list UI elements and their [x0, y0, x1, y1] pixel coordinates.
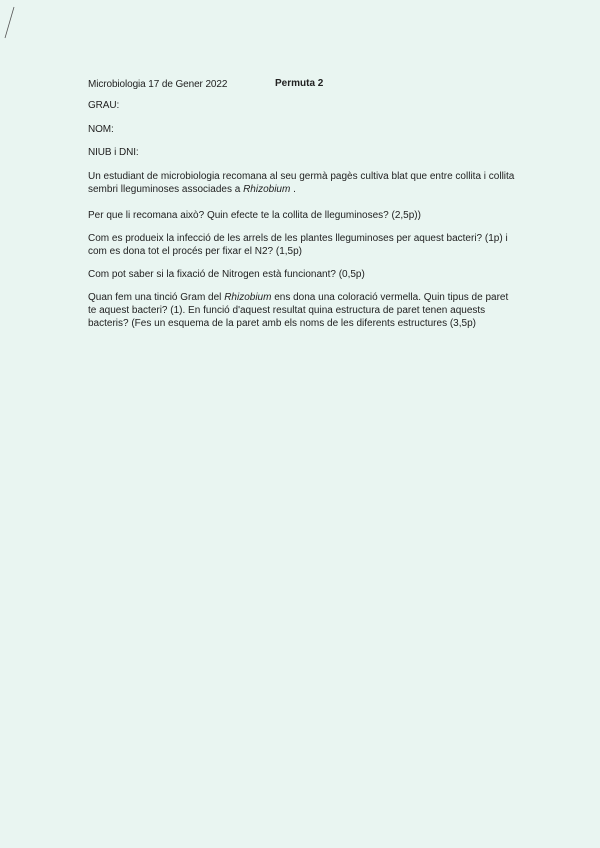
question-3: Com pot saber si la fixació de Nitrogen està funcionant? (0,5p) — [88, 269, 365, 280]
question-1: Per que li recomana això? Quin efecte te la collita de lleguminoses? (2,5p)) — [88, 210, 421, 221]
question-4-organism: Rhizobium — [224, 292, 272, 303]
field-niub-dni: NIUB i DNI: — [88, 147, 139, 158]
question-4-text-2: ens dona una coloració vermella. Quin tipus de paret te aquest bacteri? (1). En funció d'aquest resultat quina estructura de paret tenen aquests bacteris? (Fes un esquema de la paret amb els noms de les diferents estructures (3,5p) — [88, 292, 509, 329]
question-4-text-1: Quan fem una tinció Gram del — [88, 292, 225, 303]
scan-mark — [2, 6, 16, 40]
field-grau: GRAU: — [88, 100, 120, 111]
question-4 — [88, 291, 518, 330]
exam-subject-date: Microbiologia 17 de Gener 2022 — [88, 79, 228, 90]
question-2: Com es produeix la infecció de les arrels de les plantes lleguminoses per aquest bacteri? (1p) i com es dona tot el procés per fixar el N2? (1,5p) — [88, 233, 508, 257]
intro-text-1: Un estudiant de microbiologia recomana al seu germà pagès cultiva blat que entre collita i collita sembri lleguminoses associades a — [88, 171, 515, 195]
exam-version: Permuta 2 — [275, 78, 324, 89]
intro-text-2: . — [290, 184, 296, 195]
intro-statement — [88, 170, 518, 196]
intro-organism: Rhizobium — [243, 184, 291, 195]
field-nom: NOM: — [88, 124, 114, 135]
